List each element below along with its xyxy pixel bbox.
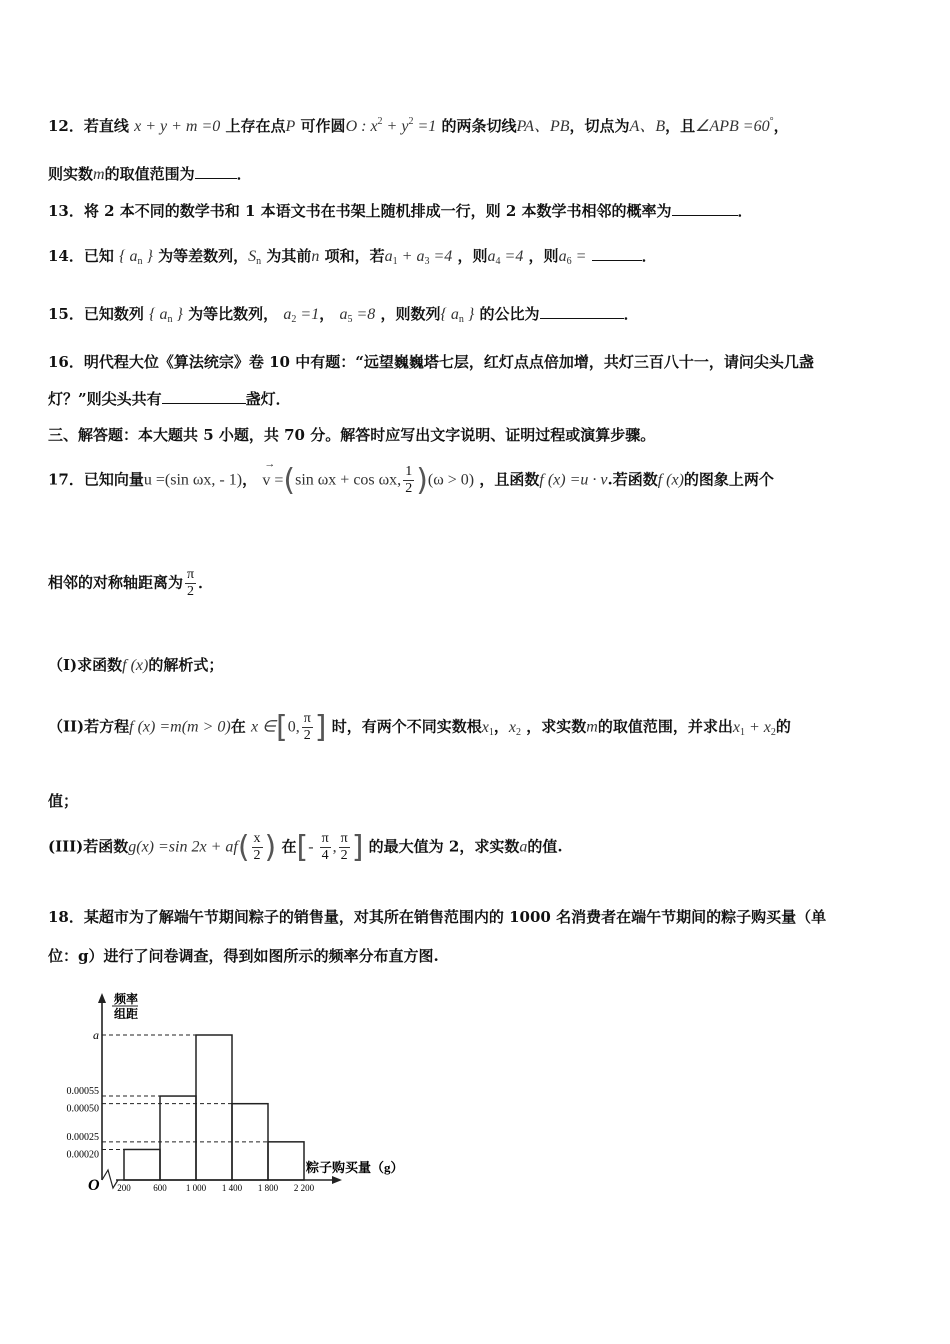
axis-break <box>102 1170 118 1188</box>
answer-blank <box>592 259 642 261</box>
y-tick-label-2: 0.00055 <box>66 1086 99 1098</box>
q17-part-1: （I)求函数f (x)的解析式； <box>48 656 224 674</box>
q17-part-3: (III)若函数g(x) =sin 2x + af( $\frac{x}{2}$ ) 在[- $\frac{\pi}{4}$ , $\frac{\pi}{2}$ ] 的最大值为 2，求实数a的值. <box>48 830 563 865</box>
histogram-bar-3 <box>196 1035 232 1180</box>
x-tick-label-5: 1 800 <box>257 1183 279 1193</box>
y-tick-label-3: 0.00050 <box>66 1103 99 1115</box>
histogram-bar-1 <box>124 1149 160 1180</box>
y-tick-label-5: 0.00020 <box>66 1149 99 1161</box>
answer-blank <box>540 317 624 319</box>
q17-line-1: 17．已知向量u =(sin ωx, - 1)， → v =(sin ωx + cos ωx, $\frac{1}{2}$ )(ω > 0) ，且函数f (x) =u · v.若函数f (x)的图象上两个 <box>48 457 774 498</box>
y-axis-arrow <box>98 993 106 1003</box>
x-axis-arrow <box>332 1176 342 1184</box>
q13-line: 13．将 2 本不同的数学书和 1 本语文书在书架上随机排成一行，则 2 本数学书相邻的概率为 ． <box>48 202 753 220</box>
q18-line-1: 18．某超市为了解端午节期间粽子的销售量，对其所在销售范围内的 1000 名消费者在端午节期间的粽子购买量（单 <box>48 908 827 926</box>
x-axis-label: 粽子购买量（g） <box>306 1160 404 1175</box>
y-tick-label-1: a <box>93 1028 99 1042</box>
q17-part-2-cont: 值； <box>48 792 79 810</box>
q17-line-2: 相邻的对称轴距离为 $\frac{\pi}{2}$ ． <box>48 567 214 599</box>
x-tick-label-2: 600 <box>153 1183 167 1193</box>
origin-label: O <box>88 1177 100 1194</box>
y-axis-label-top: 频率 <box>114 992 139 1006</box>
frequency-histogram <box>66 985 440 1210</box>
x-tick-label-6: 2 200 <box>293 1183 315 1193</box>
q16-line-2: 灯？”则尖头共有 盏灯． <box>48 390 291 408</box>
answer-blank <box>672 214 738 216</box>
q17-part-2: （II)若方程f (x) =m(m > 0)在 x ∈[0, $\frac{\pi}{2}$ ] 时，有两个不同实数根$x_1$，$x_2$ ，求实数m的取值范围，并求出$x_1 + x_2$的 <box>48 710 791 745</box>
q12-line-1: 12．若直线 x + y + m =0 上存在点P 可作圆O : $x^2 + y^2 =1$ 的两条切线PA、PB，切点为A、B，且∠APB =60°， <box>48 116 789 135</box>
x-tick-label-4: 1 400 <box>221 1183 243 1193</box>
x-tick-label-3: 1 000 <box>185 1183 207 1193</box>
histogram-bar-5 <box>268 1142 304 1180</box>
q16-line-1: 16．明代程大位《算法统宗》卷 10 中有题：“远望巍巍塔七层，红灯点点倍加增，共灯三百八十一，请问尖头几盏 <box>48 353 814 371</box>
q14-line: 14．已知 { $a_n$ } 为等差数列，$S_n$ 为其前n 项和，若$a_1 + a_3 =4$ ，则$a_4 =4$ ，则$a_6$ = ． <box>48 247 657 267</box>
section-heading: 三、解答题：本大题共 5 小题，共 70 分。解答时应写出文字说明、证明过程或演算步骤。 <box>48 426 656 444</box>
q12-number: 12． <box>48 117 84 135</box>
q12-line-2: 则实数m的取值范围为 ． <box>48 165 252 183</box>
x-tick-label-1: 200 <box>117 1183 131 1193</box>
answer-blank <box>162 402 246 404</box>
q18-line-2: 位：g）进行了问卷调查，得到如图所示的频率分布直方图. <box>48 947 439 965</box>
y-tick-label-4: 0.00025 <box>66 1131 99 1143</box>
q15-line: 15．已知数列 { $a_n$ } 为等比数列， $a_2 =1$， $a_5 =8$ ，则数列{ $a_n$ } 的公比为 ． <box>48 305 639 325</box>
histogram-bar-2 <box>160 1096 196 1180</box>
y-axis-label-bottom: 组距 <box>114 1007 139 1021</box>
answer-blank <box>195 177 237 179</box>
